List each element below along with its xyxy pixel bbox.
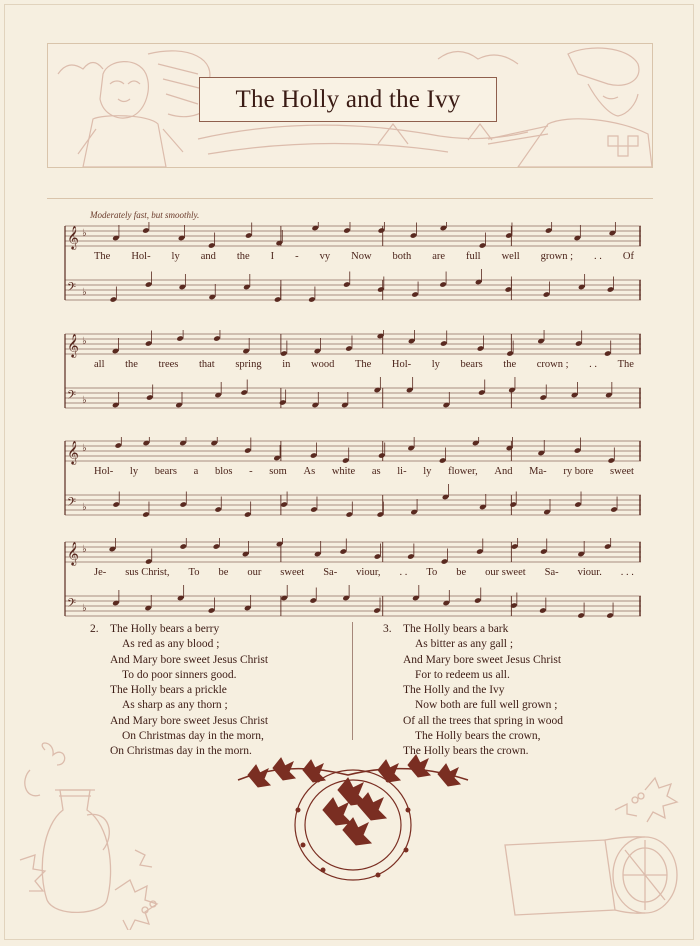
title-box	[199, 77, 497, 122]
lyric-syllable: full	[466, 251, 481, 262]
verse-line: As red as any blood ;	[122, 638, 220, 651]
lyric-syllable: -	[295, 251, 299, 262]
lyric-syllable: viour,	[356, 567, 381, 578]
jug-and-holly-illustration	[15, 740, 185, 930]
music-system-2	[64, 330, 642, 414]
lyric-syllable: trees	[158, 359, 179, 370]
treble-clef: 𝄞	[67, 333, 79, 357]
flat-sign: ♭	[82, 443, 87, 454]
flat-sign: ♭	[82, 544, 87, 555]
lyric-syllable: vy	[319, 251, 331, 262]
verse-line: To do poor sinners good.	[122, 668, 237, 681]
bass-clef: 𝄢	[67, 389, 77, 405]
lyric-syllable: be	[218, 567, 229, 578]
flat-sign: ♭	[82, 395, 87, 406]
flat-sign: ♭	[82, 336, 87, 347]
verse-line: The Holly and the Ivy	[403, 684, 505, 697]
lyric-syllable: the	[236, 251, 250, 262]
lyric-syllable: Je-	[94, 567, 107, 578]
music-system-3	[64, 437, 642, 521]
lyric-syllable: viour.	[577, 567, 602, 578]
lyric-syllable: To	[426, 567, 438, 578]
lyric-syllable: blos	[214, 466, 233, 477]
lyric-syllable: . . .	[620, 567, 634, 578]
lyric-syllable: Hol-	[391, 359, 412, 370]
lyric-syllable: -	[249, 466, 253, 477]
lyric-syllable: both	[392, 251, 412, 262]
lyric-syllable: Sa-	[323, 567, 338, 578]
lyric-syllable: ly	[129, 466, 139, 477]
lyric-syllable: The	[94, 251, 111, 262]
lyrics-line-1	[94, 251, 634, 265]
lyric-syllable: . .	[594, 251, 602, 262]
lyric-syllable: . .	[589, 359, 597, 370]
flat-sign: ♭	[82, 287, 87, 298]
verse-line: On Christmas day in the morn,	[122, 730, 264, 743]
song-title: The Holly and the Ivy	[235, 85, 461, 113]
lyric-syllable: ly	[423, 466, 432, 477]
lyric-syllable: spring	[235, 359, 262, 370]
lyric-syllable: Hol-	[94, 466, 114, 477]
lyric-syllable: the	[503, 359, 517, 370]
verse-line: For to redeem us all.	[415, 668, 510, 681]
lyric-syllable: Hol-	[131, 251, 151, 262]
lyric-syllable: the	[125, 359, 138, 370]
lyric-syllable: som	[269, 466, 287, 477]
lyric-syllable: all	[94, 359, 105, 370]
yule-log-illustration	[495, 770, 690, 930]
verse-line: Of all the trees that spring in wood	[403, 714, 564, 727]
header-illustration	[47, 43, 653, 168]
lyric-syllable: are	[432, 251, 446, 262]
music-system-4	[64, 538, 642, 622]
verse-line: The Holly bears a bark	[403, 623, 509, 635]
verse-line: The Holly bears a prickle	[110, 684, 227, 697]
music-system-1	[64, 222, 642, 306]
lyric-syllable: Now	[351, 251, 372, 262]
lyric-syllable: well	[501, 251, 520, 262]
lyrics-line-4	[94, 567, 634, 581]
verse-line: The Holly bears the crown.	[403, 745, 529, 758]
lyric-syllable: as	[371, 466, 381, 477]
lyric-syllable: sweet	[610, 466, 634, 477]
flat-sign: ♭	[82, 502, 87, 513]
lyric-syllable: grown ;	[540, 251, 574, 262]
lyric-syllable: ry bore	[563, 466, 594, 477]
verse-line: Now both are full well grown ;	[415, 699, 558, 712]
verse-3-number: 3.	[383, 623, 392, 635]
verse-2-number: 2.	[90, 623, 99, 635]
lyric-syllable: Ma-	[529, 466, 547, 477]
tempo-marking: Moderately fast, but smoothly.	[90, 210, 200, 220]
verse-line: The Holly bears a berry	[110, 623, 220, 635]
lyric-syllable: bears	[460, 359, 483, 370]
lyric-syllable: wood	[310, 359, 335, 370]
lyric-syllable: flower,	[448, 466, 478, 477]
lyric-syllable: I	[270, 251, 275, 262]
lyric-syllable: Sa-	[544, 567, 559, 578]
verse-line: And Mary bore sweet Jesus Christ	[403, 653, 562, 666]
lyric-syllable: ly	[431, 359, 440, 370]
verse-3	[383, 622, 564, 760]
lyric-syllable: that	[198, 359, 215, 370]
lyric-syllable: And	[494, 466, 513, 477]
treble-clef: 𝄞	[67, 225, 79, 249]
lyric-syllable: . .	[399, 567, 408, 578]
bass-clef: 𝄢	[67, 496, 77, 512]
verse-line: The Holly bears the crown,	[415, 730, 541, 743]
lyric-syllable: To	[188, 567, 200, 578]
lyric-syllable: sus Christ,	[125, 567, 170, 578]
lyrics-line-2	[94, 359, 634, 373]
lyric-syllable: our sweet	[485, 567, 526, 578]
verse-line: And Mary bore sweet Jesus Christ	[110, 714, 269, 727]
lyric-syllable: As	[303, 466, 316, 477]
lyric-syllable: li-	[397, 466, 407, 477]
verse-line: As sharp as any thorn ;	[122, 699, 228, 712]
lyric-syllable: sweet	[280, 567, 305, 578]
lyric-syllable: bears	[154, 466, 177, 477]
lyric-syllable: in	[282, 359, 291, 370]
lyric-syllable: crown ;	[536, 359, 569, 370]
lyric-syllable: be	[456, 567, 467, 578]
verse-line: As bitter as any gall ;	[415, 638, 514, 651]
lyric-syllable: The	[617, 359, 634, 370]
lyrics-line-3	[94, 466, 634, 480]
verse-line: On Christmas day in the morn.	[110, 745, 252, 758]
treble-clef: 𝄞	[67, 541, 79, 565]
flat-sign: ♭	[82, 603, 87, 614]
bass-clef: 𝄢	[67, 597, 77, 613]
ivy-wreath-illustration	[228, 750, 478, 890]
lyric-syllable: white	[331, 466, 356, 477]
lyric-syllable: a	[193, 466, 199, 477]
lyric-syllable: ly	[171, 251, 180, 262]
verse-divider	[352, 622, 353, 740]
bass-clef: 𝄢	[67, 281, 77, 297]
lyric-syllable: Of	[622, 251, 634, 262]
verse-line: And Mary bore sweet Jesus Christ	[110, 653, 269, 666]
lyric-syllable: The	[354, 359, 372, 370]
treble-clef: 𝄞	[67, 440, 79, 464]
flat-sign: ♭	[82, 228, 87, 239]
lyric-syllable: and	[200, 251, 216, 262]
lyric-syllable: our	[247, 567, 262, 578]
